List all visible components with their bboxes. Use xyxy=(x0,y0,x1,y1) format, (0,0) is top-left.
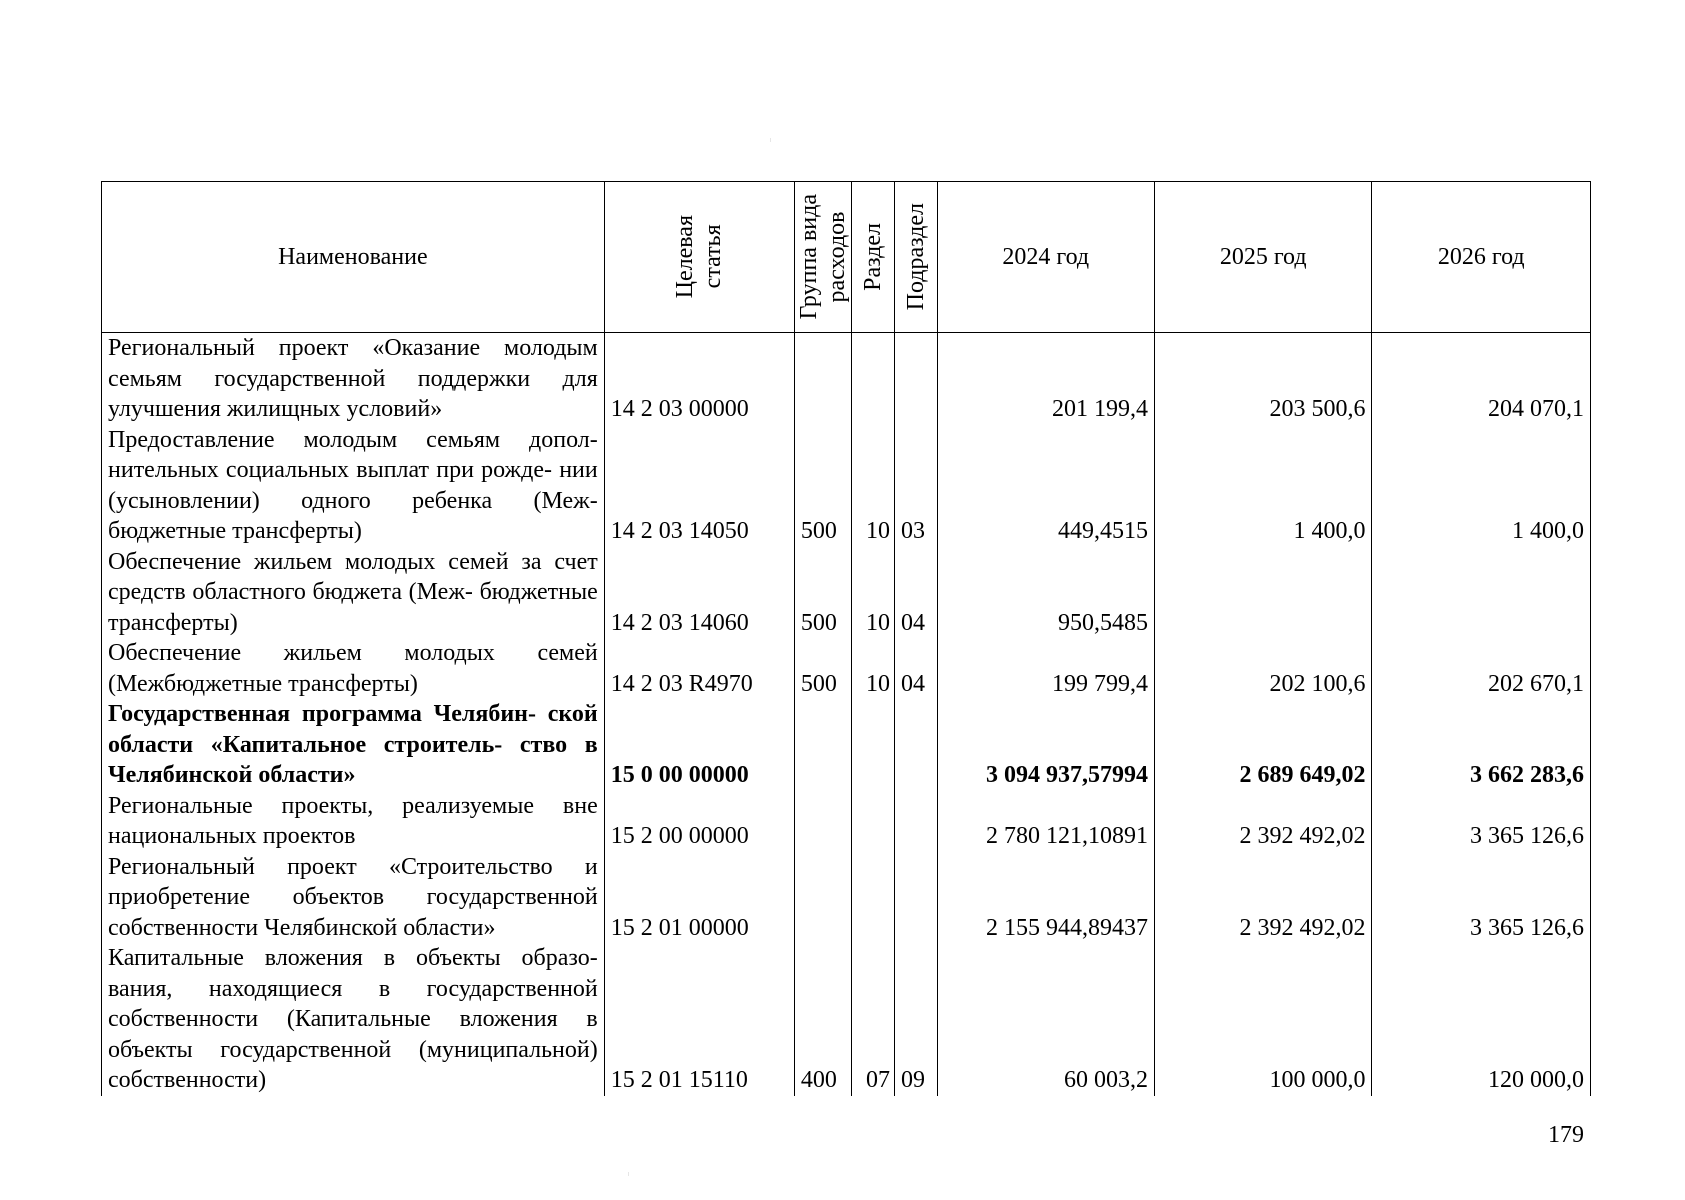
row-name: Региональный проект «Строительство и приобретение объектов государственной собственности Челябинской области» xyxy=(102,852,605,944)
row-2026: 202 670,1 xyxy=(1372,638,1591,699)
row-code: 14 2 03 14050 xyxy=(604,425,794,547)
row-code: 15 2 01 00000 xyxy=(604,852,794,944)
row-section xyxy=(851,791,894,852)
row-section: 07 xyxy=(851,943,894,1096)
table-row xyxy=(102,638,1591,699)
row-group xyxy=(794,791,851,852)
header-expense-group: Группа вида расходов xyxy=(794,182,851,333)
row-2026: 1 400,0 xyxy=(1372,425,1591,547)
row-2024: 201 199,4 xyxy=(937,333,1154,425)
row-2024: 950,5485 xyxy=(937,547,1154,639)
row-2025: 100 000,0 xyxy=(1154,943,1371,1096)
row-2026: 3 662 283,6 xyxy=(1372,699,1591,791)
row-name: Региональные проекты, реализуемые вне национальных проектов xyxy=(102,791,605,852)
row-name: Капитальные вложения в объекты образо- вания, находящиеся в государственной собственности (Капитальные вложения в объекты государственной (муниципальной) собственности) xyxy=(102,943,605,1096)
scan-artifact xyxy=(628,1172,629,1176)
page-number: 179 xyxy=(1548,1122,1584,1148)
row-2024: 199 799,4 xyxy=(937,638,1154,699)
row-2024: 60 003,2 xyxy=(937,943,1154,1096)
table-header-row xyxy=(102,182,1591,333)
row-subsection xyxy=(895,333,937,425)
header-year-2026: 2026 год xyxy=(1372,182,1591,333)
header-year-2024: 2024 год xyxy=(937,182,1154,333)
row-name: Обеспечение жильем молодых семей за счет средств областного бюджета (Меж- бюджетные трансферты) xyxy=(102,547,605,639)
row-2026: 204 070,1 xyxy=(1372,333,1591,425)
row-2025: 2 689 649,02 xyxy=(1154,699,1371,791)
row-code: 14 2 03 14060 xyxy=(604,547,794,639)
row-2025: 202 100,6 xyxy=(1154,638,1371,699)
row-2024: 449,4515 xyxy=(937,425,1154,547)
row-group xyxy=(794,333,851,425)
row-section xyxy=(851,852,894,944)
row-2026: 3 365 126,6 xyxy=(1372,852,1591,944)
row-code: 14 2 03 00000 xyxy=(604,333,794,425)
row-2024: 3 094 937,57994 xyxy=(937,699,1154,791)
budget-table xyxy=(101,181,1591,1096)
row-section: 10 xyxy=(851,425,894,547)
row-2025: 1 400,0 xyxy=(1154,425,1371,547)
row-2024: 2 155 944,89437 xyxy=(937,852,1154,944)
row-code: 15 2 01 15110 xyxy=(604,943,794,1096)
row-subsection xyxy=(895,852,937,944)
table-row xyxy=(102,943,1591,1096)
header-target-article: Целевая статья xyxy=(604,182,794,333)
header-name: Наименование xyxy=(102,182,605,333)
row-subsection: 03 xyxy=(895,425,937,547)
row-2025: 203 500,6 xyxy=(1154,333,1371,425)
row-name: Обеспечение жильем молодых семей (Межбюджетные трансферты) xyxy=(102,638,605,699)
row-2025 xyxy=(1154,547,1371,639)
row-section: 10 xyxy=(851,638,894,699)
row-name: Региональный проект «Оказание молодым семьям государственной поддержки для улучшения жилищных условий» xyxy=(102,333,605,425)
table-row xyxy=(102,425,1591,547)
row-group: 500 xyxy=(794,547,851,639)
row-subsection xyxy=(895,791,937,852)
row-subsection: 04 xyxy=(895,638,937,699)
row-code: 14 2 03 R4970 xyxy=(604,638,794,699)
row-section xyxy=(851,333,894,425)
row-2024: 2 780 121,10891 xyxy=(937,791,1154,852)
row-group: 500 xyxy=(794,638,851,699)
table-row xyxy=(102,791,1591,852)
scan-artifact xyxy=(770,138,771,142)
row-2026 xyxy=(1372,547,1591,639)
row-group: 400 xyxy=(794,943,851,1096)
header-section: Раздел xyxy=(851,182,894,333)
row-2025: 2 392 492,02 xyxy=(1154,791,1371,852)
table-row xyxy=(102,547,1591,639)
row-code: 15 2 00 00000 xyxy=(604,791,794,852)
row-name: Государственная программа Челябин- ской области «Капитальное строитель- ство в Челябинской области» xyxy=(102,699,605,791)
row-code: 15 0 00 00000 xyxy=(604,699,794,791)
header-subsection: Подраздел xyxy=(895,182,937,333)
row-group xyxy=(794,852,851,944)
table-row xyxy=(102,852,1591,944)
row-2026: 120 000,0 xyxy=(1372,943,1591,1096)
row-2025: 2 392 492,02 xyxy=(1154,852,1371,944)
row-subsection: 04 xyxy=(895,547,937,639)
row-section: 10 xyxy=(851,547,894,639)
row-2026: 3 365 126,6 xyxy=(1372,791,1591,852)
table-row xyxy=(102,333,1591,425)
row-subsection: 09 xyxy=(895,943,937,1096)
row-group xyxy=(794,699,851,791)
table-row-program xyxy=(102,699,1591,791)
row-section xyxy=(851,699,894,791)
row-subsection xyxy=(895,699,937,791)
row-name: Предоставление молодым семьям допол- нительных социальных выплат при рожде- нии (усыновлении) одного ребенка (Меж- бюджетные трансферты) xyxy=(102,425,605,547)
row-group: 500 xyxy=(794,425,851,547)
header-year-2025: 2025 год xyxy=(1154,182,1371,333)
